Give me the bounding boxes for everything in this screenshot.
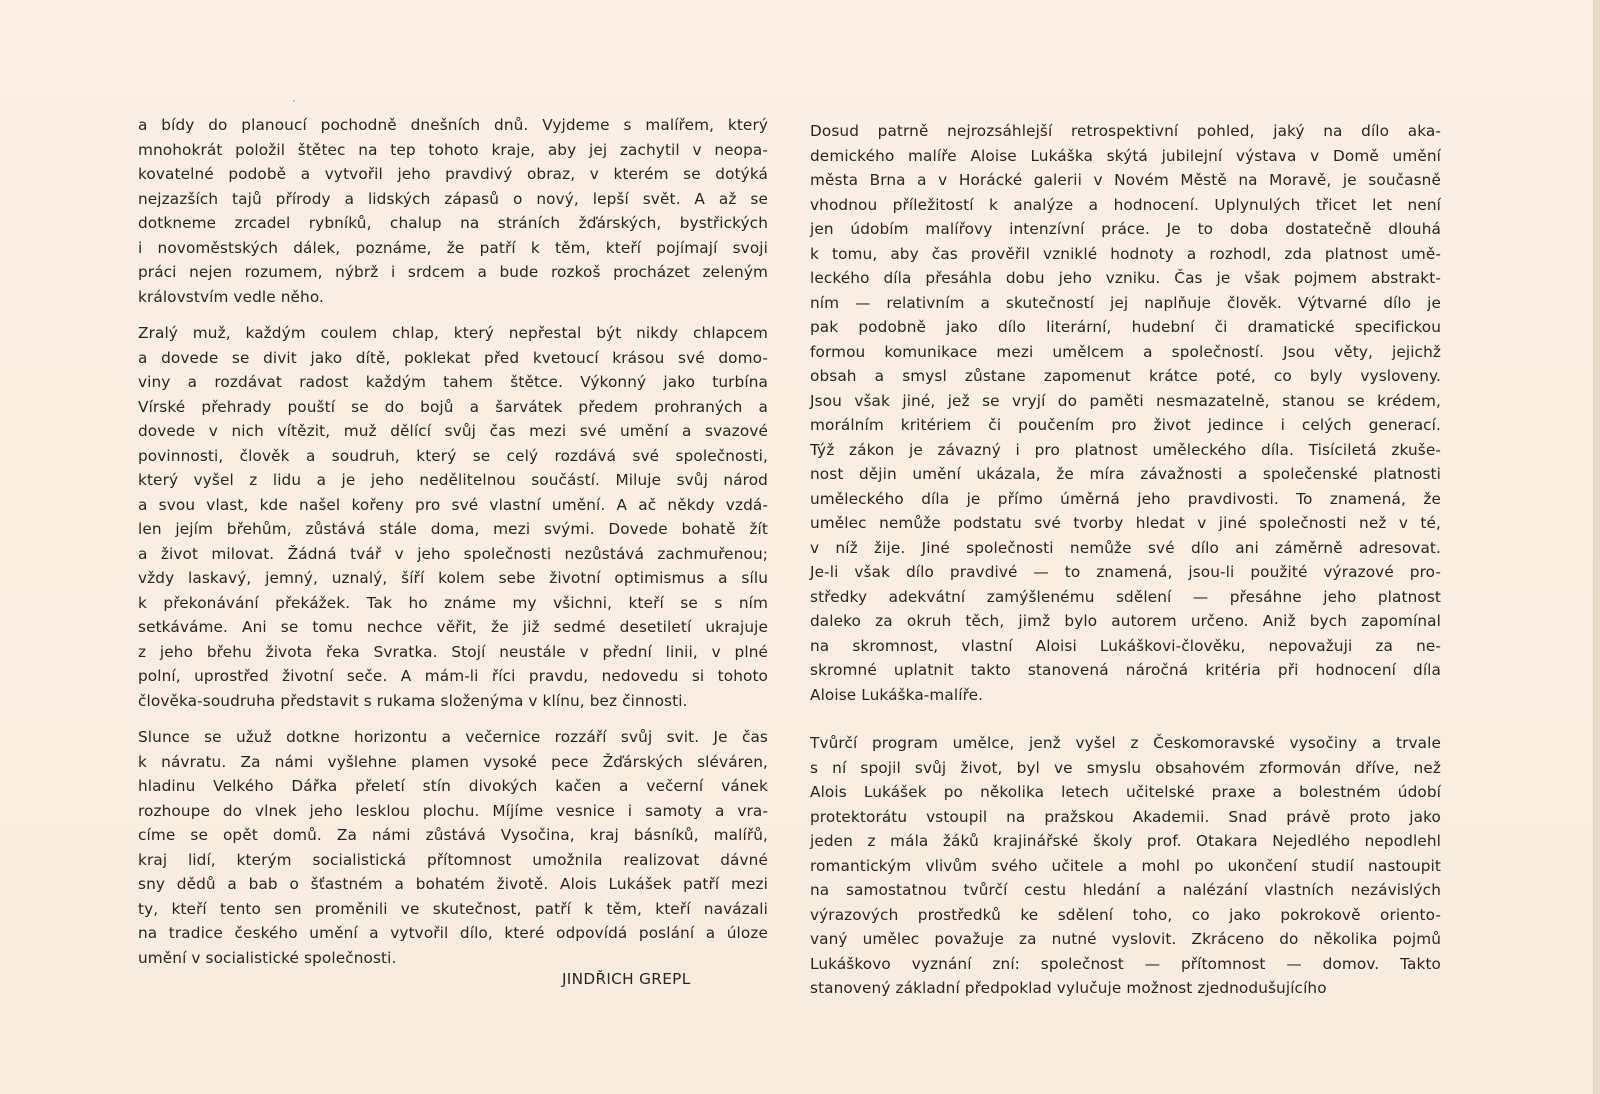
text-line: vždy laskavý, jemný, uznalý, šíří kolem sebe životní optimismus a sílu xyxy=(138,569,768,587)
paragraph xyxy=(138,113,768,309)
text-line: práci nejen rozumem, nýbrž i srdcem a bude rozkoš procházet zeleným xyxy=(138,263,768,281)
text-line: výrazových prostředků ke sdělení toho, co jako pokrokově oriento- xyxy=(810,905,1441,924)
text-line: a život milovat. Žádná tvář v jeho společnosti nezůstává zachmuřenou; xyxy=(138,544,768,563)
text-line: stanovený základní předpoklad vylučuje možnost zjednodušujícího xyxy=(810,979,1327,997)
text-line: pak podobně jako dílo literární, hudební či dramatické specifickou xyxy=(810,318,1441,336)
text-line: Alois Lukášek po několika letech učitelské praxe a bolestném údobí xyxy=(810,783,1441,801)
text-line: Slunce se užuž dotkne horizontu a večernice rozzáří svůj svit. Je čas xyxy=(138,728,768,746)
text-line: setkáváme. Ani se tomu nechce věřit, že již sedmé desetiletí ukrajuje xyxy=(138,618,768,636)
paragraph-gap xyxy=(138,713,768,725)
text-line: i novoměstských dálek, poznáme, že patří k těm, kteří pojímají svoji xyxy=(138,238,768,257)
text-line: kraj lidí, kterým socialistická přítomnost umožnila realizovat dávné xyxy=(138,850,768,869)
paragraph xyxy=(810,119,1441,707)
text-line: s ní spojil svůj život, byl ve smyslu obsahovém zformován dříve, než xyxy=(810,758,1441,777)
paragraph xyxy=(138,321,768,713)
text-line: a dovede se divit jako dítě, poklekat před kvetoucí krásou své domo- xyxy=(138,348,768,367)
text-line: jeden z mála žáků krajinářské školy prof. Otakara Nejedlého nepodlehl xyxy=(810,832,1441,850)
text-line: Zralý muž, každým coulem chlap, který nepřestal být nikdy chlapcem xyxy=(138,324,768,342)
text-line: sny dědů a bab o šťastném a bohatém životě. Alois Lukášek patří mezi xyxy=(138,875,768,893)
text-line: daleko za okruh těch, jimž bylo autorem určeno. Aniž bych zapomínal xyxy=(810,612,1441,630)
text-line: vaný umělec považuje za nutné vyslovit. Zkráceno do několika pojmů xyxy=(810,930,1441,948)
paragraph xyxy=(138,725,768,970)
text-line: romantickým vlivům svého učitele a mohl po ukončení studií nastoupit xyxy=(810,856,1441,875)
text-line: v níž žije. Jiné společnosti nemůže své dílo ani záměrně adresovat. xyxy=(810,538,1441,557)
text-line: středky adekvátní zamýšlenému sdělení — přesáhne jeho platnost xyxy=(810,587,1441,606)
text-line: a bídy do planoucí pochodně dnešních dnů. Vyjdeme s malířem, který xyxy=(138,116,768,134)
text-line: obsah a smysl zůstane zapomenut krátce poté, co byly vysloveny. xyxy=(810,367,1441,385)
text-line: k návratu. Za námi vyšlehne plamen vysoké pece Žďárských sléváren, xyxy=(138,752,768,771)
text-line: formou komunikace mezi umělcem a společností. Jsou věty, jejichž xyxy=(810,342,1441,361)
paragraph xyxy=(810,731,1441,1001)
text-line: královstvím vedle něho. xyxy=(138,287,324,306)
text-line: a svou vlast, kde našel kořeny pro své vlastní umění. A ač někdy vzdá- xyxy=(138,495,768,514)
text-line: umělec nemůže podstatu své tvorby hledat v jiné společnosti než v té, xyxy=(810,514,1441,532)
paragraph-gap xyxy=(138,309,768,321)
text-line: címe se opět domů. Za námi zůstává Vysočina, kraj básníků, malířů, xyxy=(138,826,768,844)
text-line: Tvůrčí program umělce, jenž vyšel z Českomoravské vysočiny a trvale xyxy=(810,734,1441,752)
text-line: Lukáškovo vyznání zní: společnost — přítomnost — domov. Takto xyxy=(810,954,1441,973)
text-line: na samostatnou tvůrčí cestu hledání a nalézání vlastních nezávislých xyxy=(810,881,1441,899)
text-line: viny a rozdávat radost každým tahem štětce. Výkonný jako turbína xyxy=(138,373,768,391)
text-line: povinnosti, člověk a soudruh, který se celý rozdává své společnosti, xyxy=(138,446,768,465)
text-line: protektorátu vstoupil na pražskou Akademii. Snad právě proto jako xyxy=(810,807,1441,826)
right-text-column xyxy=(810,119,1441,1001)
text-line: leckého díla přesáhla dobu jeho vzniku. Čas je však pojmem abstrakt- xyxy=(810,269,1441,287)
text-line: mnohokrát položil štětec na tep tohoto kraje, aby jej zachytil v neopa- xyxy=(138,140,768,159)
text-line: kovatelné podobě a vytvořil jeho pravdivý obraz, v kterém se dotýká xyxy=(138,165,768,183)
text-line: který vyšel z lidu a je jeho nedělitelnou součástí. Miluje svůj národ xyxy=(138,471,768,489)
paragraph-gap xyxy=(810,707,1441,731)
text-line: Týž zákon je závazný i pro platnost uměleckého díla. Tisíciletá zkuše- xyxy=(810,440,1441,459)
author-signature: JINDŘICH GREPL xyxy=(562,970,691,988)
text-line: len jejím břehům, zůstává stále doma, mezi svými. Dovede bohatě žít xyxy=(138,520,768,538)
left-text-column xyxy=(138,113,768,970)
text-line: k tomu, aby čas prověřil vzniklé hodnoty a rozhodl, zda platnost umě- xyxy=(810,244,1441,263)
text-line: k překonávání překážek. Tak ho známe my všichni, kteří se s ním xyxy=(138,593,768,612)
page-edge xyxy=(1593,0,1600,1094)
text-line: rozhoupe do vlnek jeho lesklou plochu. Míjíme vesnice i samoty a vra- xyxy=(138,801,768,820)
text-line: Vírské přehrady pouští se do bojů a šarvátek předem prohraných a xyxy=(138,397,768,416)
text-line: Jsou však jiné, jež se vryjí do paměti nesmazatelně, stanou se krédem, xyxy=(810,391,1441,410)
text-line: člověka-soudruha představit s rukama složenýma v klínu, bez činnosti. xyxy=(138,691,688,710)
text-line: Dosud patrně nejrozsáhlejší retrospektivní pohled, jaký na dílo aka- xyxy=(810,122,1441,140)
text-line: demického malíře Aloise Lukáška skýtá jubilejní výstava v Domě umění xyxy=(810,146,1441,165)
text-line: Aloise Lukáška-malíře. xyxy=(810,685,984,704)
text-line: nost dějin umění ukázala, že míra závažnosti a společenské platnosti xyxy=(810,465,1441,483)
text-line: vhodnou příležitostí k analýze a hodnocení. Uplynulých třicet let není xyxy=(810,195,1441,214)
text-line: ním — relativním a skutečností jej naplňuje člověk. Výtvarné dílo je xyxy=(810,293,1441,312)
text-line: na tradice českého umění a vytvořil dílo, které odpovídá poslání a úloze xyxy=(138,924,768,942)
text-line: polní, uprostřed životní seče. A mám-li říci pravdu, nedovedu si tohoto xyxy=(138,667,768,685)
text-line: dotkneme zrcadel rybníků, chalup na stráních žďárských, bystřických xyxy=(138,214,768,232)
text-line: ty, kteří tento sen proměnili ve skutečnost, patří k těm, kteří navázali xyxy=(138,899,768,918)
text-line: morálním kritériem či poučením pro život jedince i celých generací. xyxy=(810,416,1441,434)
text-line: jen údobím malířovy intenzívní práce. Je to doba dostatečně dlouhá xyxy=(810,220,1441,238)
text-line: umění v socialistické společnosti. xyxy=(138,948,397,967)
paper-speck xyxy=(293,100,295,102)
text-line: hladinu Velkého Dářka přeletí stín divokých kačen a večerní vánek xyxy=(138,777,768,795)
text-line: na skromnost, vlastní Aloisi Lukáškovi-člověku, nepovažuji za ne- xyxy=(810,636,1441,655)
text-line: uměleckého díla je přímo úměrná jeho pravdivosti. To znamená, že xyxy=(810,489,1441,508)
text-line: nejzazších tajů přírody a lidských zápasů o nový, lepší svět. A až se xyxy=(138,189,768,208)
text-line: Je-li však dílo pravdivé — to znamená, jsou-li použité výrazové pro- xyxy=(810,563,1441,581)
text-line: z jeho břehu života řeka Svratka. Stojí neustále v přední linii, v plné xyxy=(138,642,768,661)
text-line: dovede v nich vítězit, muž dělící svůj čas mezi své umění a svazové xyxy=(138,422,768,440)
text-line: skromné uplatnit takto stanovená náročná kritéria při hodnocení díla xyxy=(810,661,1441,679)
text-line: města Brna a v Horácké galerii v Novém Městě na Moravě, je současně xyxy=(810,171,1441,189)
